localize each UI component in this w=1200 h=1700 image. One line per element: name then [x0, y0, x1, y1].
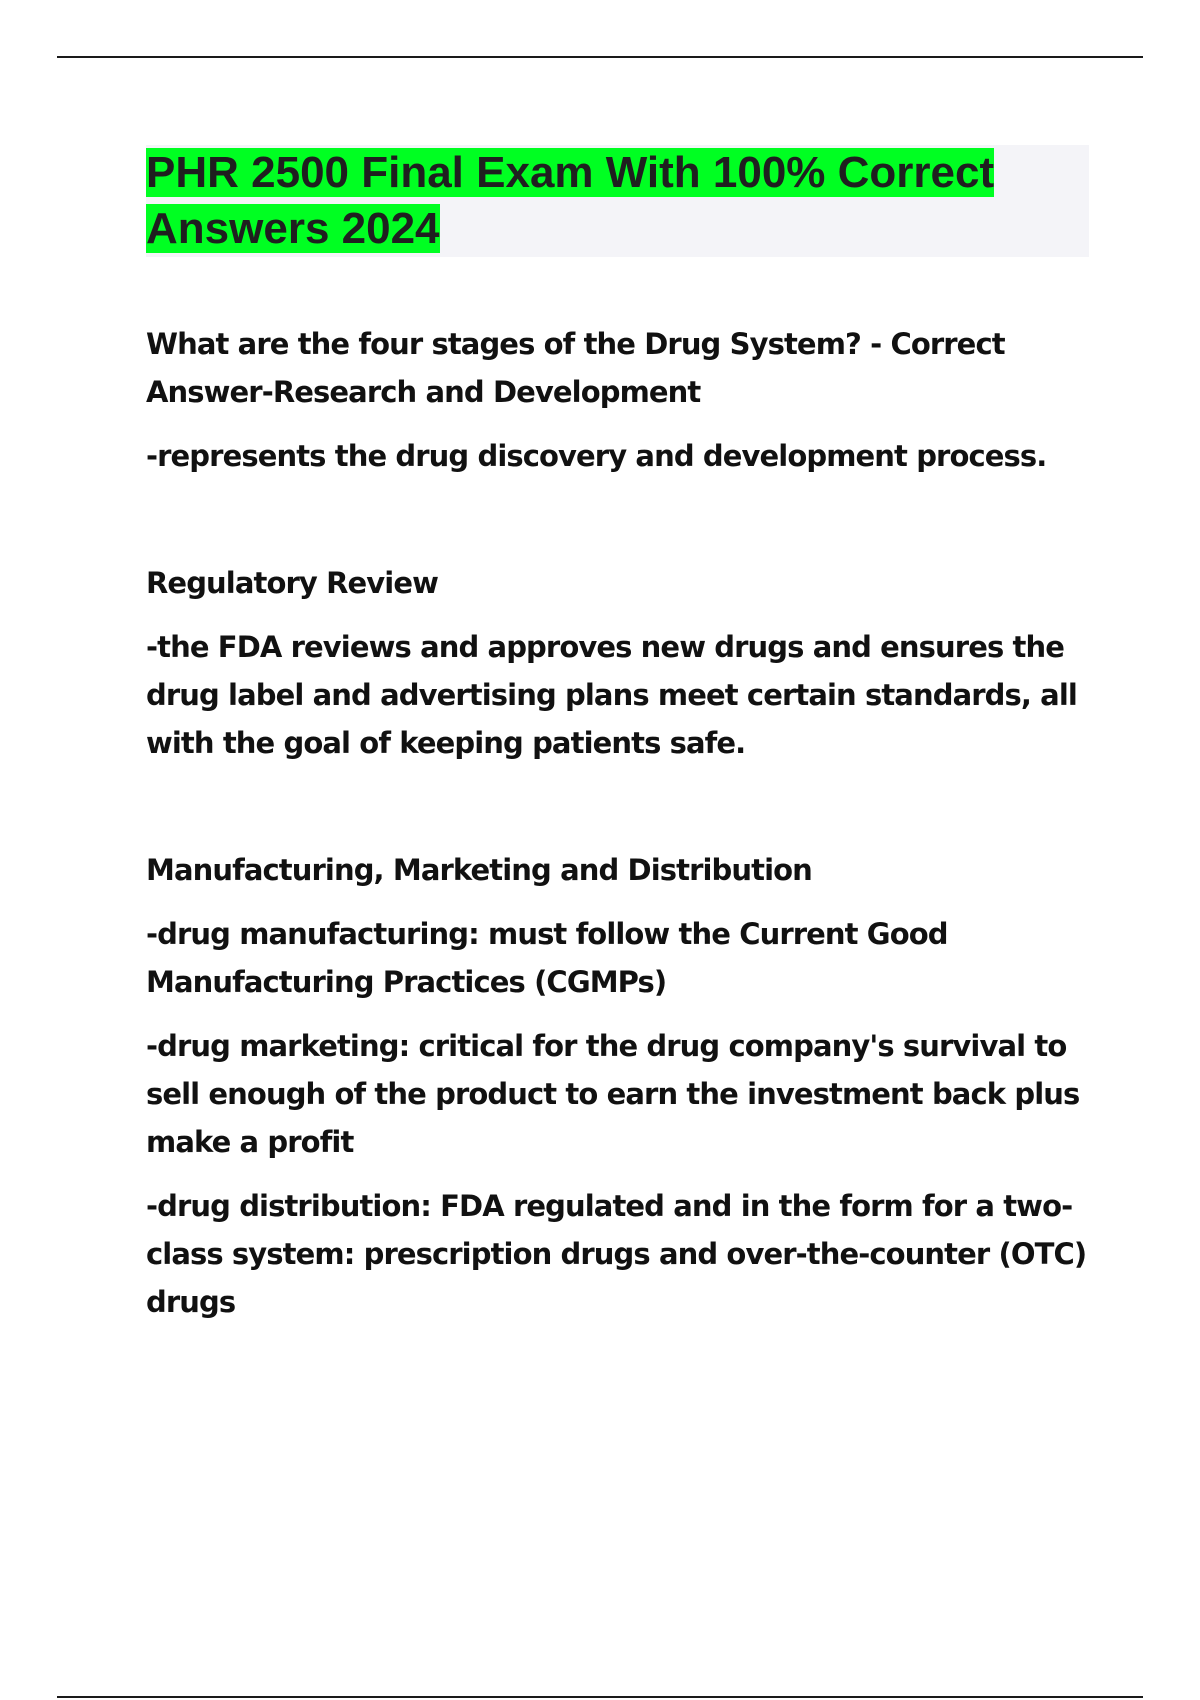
drug-distribution-text: -drug distribution: FDA regulated and in the form for a two-class system: prescription drugs and over-the-counter (OTC) drugs	[146, 1189, 1087, 1319]
manufacturing-heading: Manufacturing, Marketing and Distribution	[146, 853, 812, 887]
title-block	[146, 145, 1089, 257]
drug-manufacturing-text: -drug manufacturing: must follow the Current Good Manufacturing Practices (CGMPs)	[146, 917, 948, 999]
document-title	[146, 145, 1089, 257]
top-divider	[57, 56, 1143, 58]
title-highlight: PHR 2500 Final Exam With 100% Correct Answers 2024	[146, 148, 995, 253]
regulatory-review-description: -the FDA reviews and approves new drugs and ensures the drug label and advertising plans meet certain standards, all with the goal of keeping patients safe.	[146, 630, 1077, 760]
drug-marketing-text: -drug marketing: critical for the drug company's survival to sell enough of the product to earn the investment back plus make a profit	[146, 1029, 1080, 1159]
document-body	[146, 320, 1096, 1326]
bottom-divider	[57, 1696, 1143, 1698]
research-description: -represents the drug discovery and development process.	[146, 439, 1047, 473]
question-text: What are the four stages of the Drug System? - Correct Answer-Research and Development	[146, 327, 1005, 409]
regulatory-review-heading: Regulatory Review	[146, 566, 439, 600]
